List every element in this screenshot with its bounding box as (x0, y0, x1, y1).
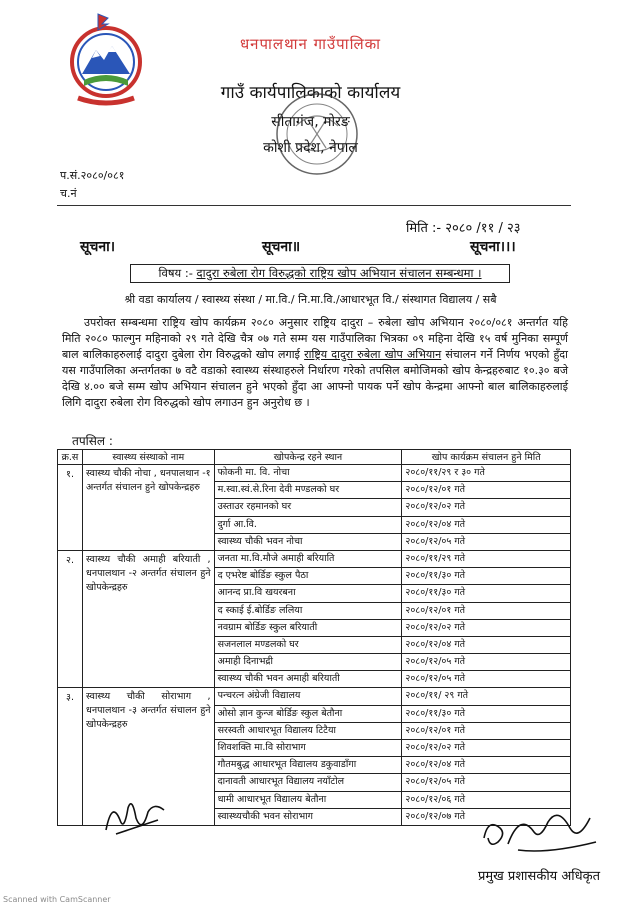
vaccination-site-cell: सरस्वती आधारभूत विद्यालय टिटैया (214, 722, 402, 739)
notice-heading-2: सूचना॥ (262, 239, 301, 255)
vaccination-site-cell: उस्ताउर रहमानको घर (214, 499, 402, 516)
vaccination-date-cell: २०८०/१२/०२ गते (402, 740, 571, 757)
vaccination-site-cell: दुर्गा आ.वि. (214, 516, 402, 533)
vaccination-date-cell: २०८०/१२/०६ गते (402, 791, 571, 808)
vaccination-date-cell: २०८०/११/३० गते (402, 585, 571, 602)
vaccination-site-cell: स्वास्थ्य चौकी भवन अमाही बरियाती (214, 671, 402, 688)
vaccination-date-cell: २०८०/१२/०२ गते (402, 499, 571, 516)
vaccination-date-cell: २०८०/१२/०५ गते (402, 533, 571, 550)
office-district: कोशी प्रदेश, नेपाल (263, 140, 358, 156)
vaccination-site-cell: स्वास्थ्य चौकी भवन नोचा (214, 533, 402, 550)
institution-cell: स्वास्थ्य चौकी नोचा , धनपालथान -१ अन्तर्गत संचालन हुने खोपकेन्द्रहरु (82, 465, 214, 551)
header-divider (57, 205, 571, 206)
header-date: खोप कार्यक्रम संचालन हुने मिति (402, 450, 571, 465)
vaccination-site-cell: जनता मा.वि.मौजे अमाही बरियाति (214, 550, 402, 567)
serial-number-cell: १. (58, 465, 83, 551)
subject-line (130, 264, 510, 283)
notice-heading-1: सूचना। (80, 239, 116, 255)
serial-number-cell: २. (58, 550, 83, 688)
body-paragraph (62, 315, 568, 411)
details-label: तपसिल : (72, 434, 113, 448)
subject-label: विषय :- (158, 266, 193, 280)
vaccination-site-cell: द स्काई ई.बोर्डिङ ललिया (214, 602, 402, 619)
notice-heading-3: सूचना।।। (470, 239, 516, 255)
handwritten-signature-right (478, 798, 602, 860)
office-name: धनपालथान गाउँपालिका (239, 35, 382, 53)
vaccination-date-cell: २०८०/११/ २९ गते (402, 688, 571, 705)
header-institution: स्वास्थ्य संस्थाको नाम (82, 450, 214, 465)
institution-cell: स्वास्थ्य चौकी अमाही बरियाती , धनपालथान -२ अन्तर्गत संचालन हुने खोपकेन्द्रहरु (82, 550, 214, 688)
vaccination-date-cell: २०८०/१२/०५ गते (402, 774, 571, 791)
scanner-watermark: Scanned with CamScanner (3, 895, 111, 904)
vaccination-site-cell: द एभरेष्ट बोर्डिङ स्कुल पैठा (214, 568, 402, 585)
vaccination-date-cell: २०८०/१२/०२ गते (402, 619, 571, 636)
vaccination-date-cell: २०८०/१२/०४ गते (402, 757, 571, 774)
institution-cell: स्वास्थ्य चौकी सोराभाग , धनपालथान -३ अन्तर्गत संचालन हुने खोपकेन्द्रहरु (82, 688, 214, 826)
serial-number-cell: ३. (58, 688, 83, 826)
table-header-row (58, 450, 571, 465)
vaccination-schedule-table (57, 449, 571, 826)
vaccination-site-cell: दानावती आधारभूत विद्यालय नयाँटोल (214, 774, 402, 791)
vaccination-date-cell: २०८०/१२/०४ गते (402, 516, 571, 533)
vaccination-date-cell: २०८०/१२/०५ गते (402, 654, 571, 671)
header-site: खोपकेन्द्र रहने स्थान (214, 450, 402, 465)
body-text-highlight: राष्ट्रिय दादुरा रुबेला खोप अभियान (304, 348, 442, 361)
dispatch-number: च.नं (60, 187, 77, 200)
header-serial: क्र.स (58, 450, 83, 465)
vaccination-site-cell: म.स्वा.स्वं.से.रिना देवी मण्डलको घर (214, 482, 402, 499)
table-row (58, 550, 571, 567)
vaccination-date-cell: २०८०/१२/०४ गते (402, 636, 571, 653)
office-seal-stamp (258, 86, 376, 182)
letter-date: मिति :- २०८० /११ / २३ (406, 221, 521, 236)
vaccination-date-cell: २०८०/११/२९ र ३० गते (402, 465, 571, 482)
signatory-title: प्रमुख प्रशासकीय अधिकृत (478, 869, 601, 884)
vaccination-site-cell: फोकनी मा. वि. नोचा (214, 465, 402, 482)
vaccination-date-cell: २०८०/१२/०१ गते (402, 722, 571, 739)
table-row (58, 688, 571, 705)
vaccination-site-cell: अमाही दिनाभद्री (214, 654, 402, 671)
vaccination-date-cell: २०८०/१२/०१ गते (402, 482, 571, 499)
table-body (58, 465, 571, 826)
vaccination-date-cell: २०८०/११/२९ गते (402, 550, 571, 567)
handwritten-signature-left (98, 790, 172, 842)
vaccination-site-cell: पन्चरत्न अंग्रेजी विद्यालय (214, 688, 402, 705)
reference-number: प.सं.२०८०/०८१ (60, 169, 125, 182)
vaccination-date-cell: २०८०/१२/०७ गते (402, 808, 571, 825)
office-subtitle: गाउँ कार्यपालिकाको कार्यालय (220, 83, 401, 103)
vaccination-site-cell: धामी आधारभूत विद्यालय बेतौना (214, 791, 402, 808)
vaccination-date-cell: २०८०/११/३० गते (402, 705, 571, 722)
vaccination-date-cell: २०८०/१२/०५ गते (402, 671, 571, 688)
subject-text: दादुरा रुबेला रोग विरुद्धको राष्ट्रिय खोप अभियान संचालन सम्बन्धमा । (196, 266, 482, 280)
table-row (58, 465, 571, 482)
vaccination-site-cell: ओसो ज्ञान कुन्ज बोर्डिङ स्कुल बेतौना (214, 705, 402, 722)
vaccination-date-cell: २०८०/११/३० गते (402, 568, 571, 585)
addressees: श्री वडा कार्यालय / स्वास्थ्य संस्था / मा.वि./ नि.मा.वि./आधारभूत वि./ संस्थागत विद्यालय / सबै (124, 293, 497, 306)
vaccination-site-cell: नवग्राम बोर्डिङ स्कुल बरियाती (214, 619, 402, 636)
vaccination-site-cell: आनन्द प्रा.वि खयरबना (214, 585, 402, 602)
vaccination-date-cell: २०८०/१२/०१ गते (402, 602, 571, 619)
body-text-part1: उपरोक्त सम्बन्धमा राष्ट्रिय खोप कार्यक्रम २०८० अनुसार राष्ट्रिय दादुरा – रुबेला खोप अभियान २०८०/०८१ अन्तर्गत यहि मिति २०८० फाल्गुन महिनाको २९ गते देखि चैत्र ०७ गते सम्म यस गाउँपालिका भित्रका ०९ महिना देखि १५ वर्ष मुनिका सम्पूर्ण बाल बालिकाहरुलाई दादुरा दुबेला रोग विरुद्धको खोप लगाई (62, 316, 568, 361)
body-text-part2: संचालन गर्ने निर्णय भएको हुँदा यस गाउँपालिका अन्तर्गतका ७ वटै वडाको स्वास्थ्य संस्थाहरुले निर्धारण गरेको तपसिल बमोजिमको खोप केन्द्रहरुबाट १०.३० बजे देखि ४.०० बजे सम्म खोप अभियान संचालन हुने भएको हुँदा आ आफ्नो पायक पर्ने खोप केन्द्रमा आफ्नो बाल बालिकाहरुलाई लिगि दादुरा रुबेला रोग विरुद्धको खोप लगाउन हुन अनुरोध छ । (62, 348, 568, 409)
office-address: सीतागंज, मोरङ (271, 114, 350, 130)
vaccination-site-cell: शिवशक्ति मा.वि सोराभाग (214, 740, 402, 757)
vaccination-site-cell: गौतमबुद्ध आधारभूत विद्यालय डकुवाडाँगा (214, 757, 402, 774)
vaccination-site-cell: सजनलाल मण्डलको घर (214, 636, 402, 653)
vaccination-site-cell: स्वास्थ्यचौकी भवन सोराभाग (214, 808, 402, 825)
